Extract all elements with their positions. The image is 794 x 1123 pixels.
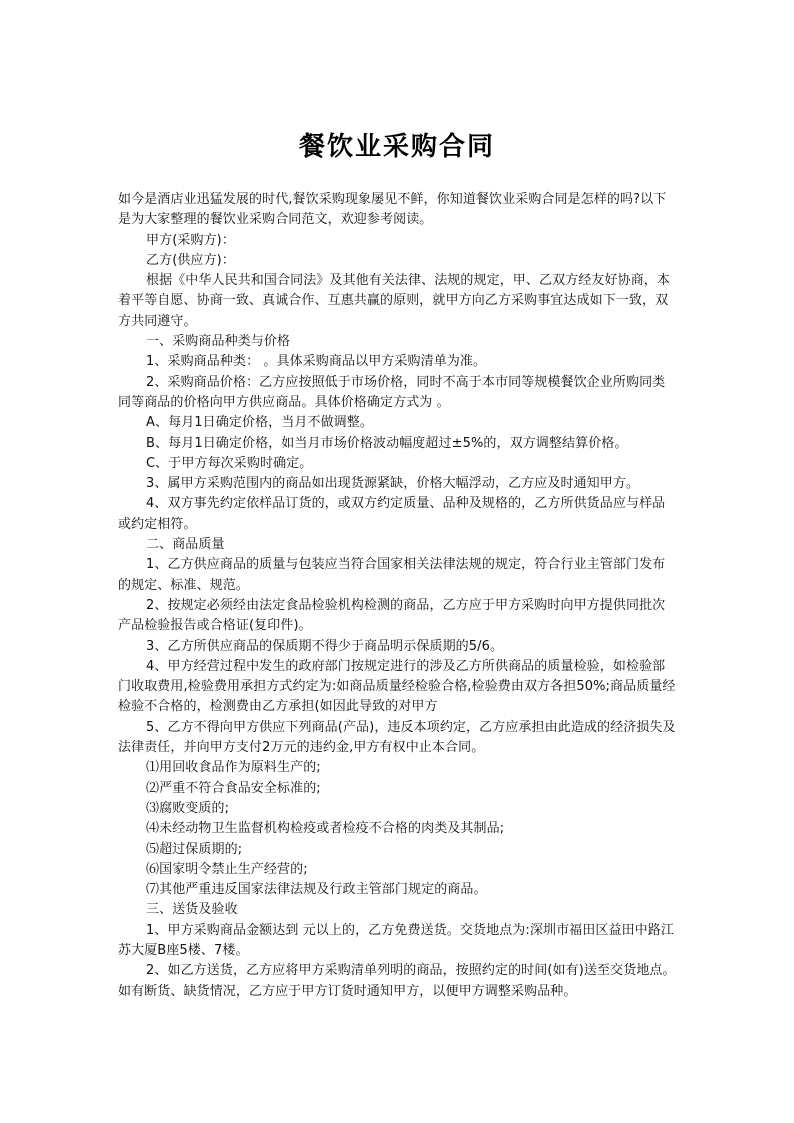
paragraph: 甲方(采购方)： xyxy=(146,232,235,248)
paragraph: ⑷未经动物卫生监督机构检疫或者检疫不合格的肉类及其制品; xyxy=(146,821,505,837)
paragraph: A、每月1日确定价格，当月不做调整。 xyxy=(146,415,373,431)
paragraph: 3、属甲方采购范围内的商品如出现货源紧缺，价格大幅浮动，乙方应及时通知甲方。 xyxy=(146,476,640,492)
paragraph: 2、按规定必须经由法定食品检验机构检测的商品，乙方应于甲方采购时向甲方提供同批次产品检验报告或合格证(复印件)。 xyxy=(118,597,666,634)
paragraph: 一、采购商品种类与价格 xyxy=(146,334,291,350)
paragraph: ⑴用回收食品作为原料生产的; xyxy=(146,760,321,776)
paragraph: ⑺其他严重违反国家法律法规及行政主管部门规定的商品。 xyxy=(146,882,487,898)
paragraph: 根据《中华人民共和国合同法》及其他有关法律、法规的规定，甲、乙双方经友好协商，本着平等自愿、协商一致、真诚合作、互惠共赢的原则，就甲方向乙方采购事宜达成如下一致，双方共同遵守。 xyxy=(118,273,671,329)
paragraph: 1、甲方采购商品金额达到 元以上的，乙方免费送货。交货地点为:深圳市福田区益田中路江苏大厦B座5楼、7楼。 xyxy=(118,922,674,958)
paragraph: 4、甲方经营过程中发生的政府部门按规定进行的涉及乙方所供商品的质量检验，如检验部门收取费用,检验费用承担方式约定为:如商品质量经检验合格,检验费由双方各担50%;商品质量经检验不合格的，检测费由乙方承担(如因此导致的对甲方 xyxy=(118,658,676,715)
paragraph: 如今是酒店业迅猛发展的时代,餐饮采购现象屡见不鲜，你知道餐饮业采购合同是怎样的吗?以下是为大家整理的餐饮业采购合同范文，欢迎参考阅读。 xyxy=(118,192,667,228)
paragraph: 二、商品质量 xyxy=(146,537,225,553)
paragraph: B、每月1日确定价格，如当月市场价格波动幅度超过±5%的，双方调整结算价格。 xyxy=(146,435,628,451)
paragraph: ⑸超过保质期的; xyxy=(146,841,243,857)
paragraph: ⑵严重不符合食品安全标准的; xyxy=(146,780,321,796)
paragraph: 4、双方事先约定依样品订货的，或双方约定质量、品种及规格的，乙方所供货品应与样品或约定相符。 xyxy=(118,496,666,532)
paragraph: 3、乙方所供应商品的保质期不得少于商品明示保质期的5/6。 xyxy=(146,638,504,654)
paragraph: 5、乙方不得向甲方供应下列商品(产品)，违反本项约定，乙方应承担由此造成的经济损失及法律责任，并向甲方支付2万元的违约金,甲方有权中止本合同。 xyxy=(118,719,676,756)
document-title: 餐饮业采购合同 xyxy=(298,132,495,162)
paragraph: 乙方(供应方)： xyxy=(146,252,235,268)
paragraph: 2、如乙方送货，乙方应将甲方采购清单列明的商品，按照约定的时间(如有)送至交货地点。如有断货、缺货情况，乙方应于甲方订货时通知甲方，以便甲方调整采购品种。 xyxy=(118,963,676,999)
paragraph: 2、采购商品价格：乙方应按照低于市场价格，同时不高于本市同等规模餐饮企业所购同类同等商品的价格向甲方供应商品。具体价格确定方式为 。 xyxy=(118,374,666,410)
paragraph: ⑹国家明令禁止生产经营的; xyxy=(146,861,308,877)
paragraph: 1、乙方供应商品的质量与包装应当符合国家相关法律法规的规定，符合行业主管部门发布的规定、标准、规范。 xyxy=(118,557,666,593)
paragraph: 三、送货及验收 xyxy=(146,902,238,918)
paragraph: C、于甲方每次采购时确定。 xyxy=(146,455,313,471)
paragraph: ⑶腐败变质的; xyxy=(146,800,230,816)
paragraph: 1、采购商品种类： 。具体采购商品以甲方采购清单为准。 xyxy=(146,354,487,370)
document-body xyxy=(118,190,678,1002)
